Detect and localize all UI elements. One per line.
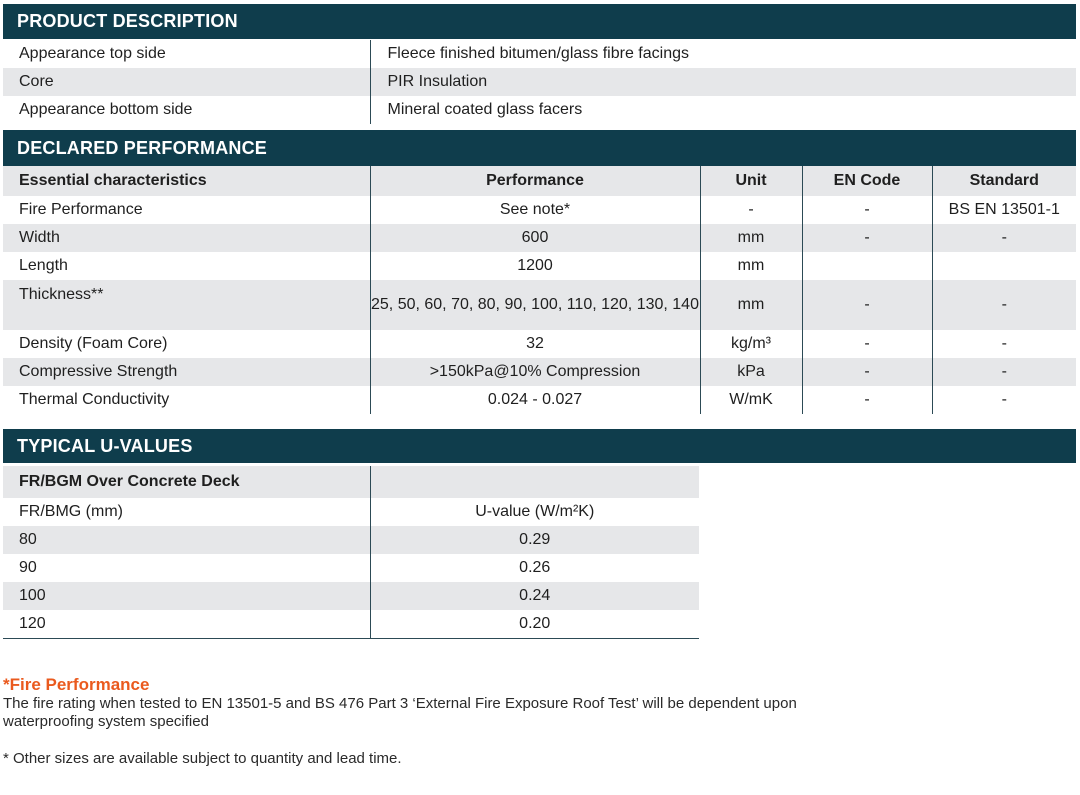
table-cell: W/mK <box>700 386 802 414</box>
table-cell: kg/m³ <box>700 330 802 358</box>
column-header: Unit <box>700 166 802 196</box>
table-cell <box>802 252 932 280</box>
row-label: Core <box>3 68 370 96</box>
table-cell: Density (Foam Core) <box>3 330 370 358</box>
column-header: U-value (W/m²K) <box>475 503 595 520</box>
table-cell: BS EN 13501-1 <box>948 201 1060 218</box>
u-values-table <box>3 466 699 639</box>
product-description-heading: PRODUCT DESCRIPTION <box>3 4 1076 39</box>
u-values-subheading: FR/BGM Over Concrete Deck <box>3 466 370 498</box>
table-row <box>3 554 699 582</box>
row-value: PIR Insulation <box>370 68 1076 96</box>
fire-performance-note-title: *Fire Performance <box>3 675 150 694</box>
column-header: FR/BMG (mm) <box>3 498 370 526</box>
row-value: Mineral coated glass facers <box>387 101 583 118</box>
table-cell: 600 <box>370 224 700 252</box>
table-row <box>3 280 1076 330</box>
other-sizes-note: * Other sizes are available subject to quantity and lead time. <box>3 750 402 767</box>
table-cell: - <box>802 224 932 252</box>
table-cell: - <box>1001 335 1007 352</box>
row-label: Appearance bottom side <box>3 96 370 124</box>
table-cell: Compressive Strength <box>3 358 370 386</box>
declared-performance-heading: DECLARED PERFORMANCE <box>3 130 1076 166</box>
table-cell: mm <box>700 252 802 280</box>
row-value: Fleece finished bitumen/glass fibre facings <box>387 45 689 62</box>
table-cell: - <box>932 224 1076 252</box>
table-row <box>3 582 699 610</box>
table-cell: - <box>802 330 932 358</box>
table-row <box>3 196 1076 224</box>
column-header: Essential characteristics <box>3 166 370 196</box>
table-cell: kPa <box>700 358 802 386</box>
table-row <box>3 610 699 638</box>
table-cell: 100 <box>3 582 370 610</box>
table-cell: - <box>802 280 932 330</box>
subheading-row <box>3 466 699 498</box>
table-cell: mm <box>700 224 802 252</box>
table-cell: 0.20 <box>519 614 551 632</box>
table-cell: Width <box>3 224 370 252</box>
table-row <box>3 224 1076 252</box>
table-cell: 120 <box>3 610 370 638</box>
table-cell: >150kPa@10% Compression <box>370 358 700 386</box>
table-cell: 0.26 <box>519 559 551 576</box>
empty-cell <box>370 466 699 498</box>
table-row <box>3 96 1076 124</box>
table-row <box>3 68 1076 96</box>
table-row <box>3 252 1076 280</box>
table-cell: - <box>1001 391 1007 408</box>
typical-u-values-heading: TYPICAL U-VALUES <box>3 429 1076 463</box>
fire-performance-note-text: The fire rating when tested to EN 13501-5 and BS 476 Part 3 ‘External Fire Exposure Roof Test’ will be dependent upon waterproofing system specified <box>3 695 797 730</box>
table-cell: 0.024 - 0.027 <box>370 386 700 414</box>
declared-performance-table <box>3 166 1076 414</box>
table-cell: 90 <box>3 554 370 582</box>
table-cell <box>932 252 1076 280</box>
column-header: Performance <box>370 166 700 196</box>
table-row <box>3 526 699 554</box>
table-cell: 0.24 <box>370 582 699 610</box>
table-cell: - <box>700 196 802 224</box>
header-row <box>3 166 1076 196</box>
table-row <box>3 330 1076 358</box>
table-cell: - <box>802 386 932 414</box>
table-cell: See note* <box>370 196 700 224</box>
table-cell: - <box>802 196 932 224</box>
table-cell: - <box>932 280 1076 330</box>
table-cell: 1200 <box>370 252 700 280</box>
table-cell: 32 <box>370 330 700 358</box>
table-row <box>3 40 1076 68</box>
table-cell: 0.29 <box>370 526 699 554</box>
table-row <box>3 386 1076 414</box>
product-description-table <box>3 40 1076 124</box>
table-cell: 80 <box>3 526 370 554</box>
table-row <box>3 358 1076 386</box>
table-cell: Thermal Conductivity <box>3 386 370 414</box>
table-cell: Fire Performance <box>3 196 370 224</box>
table-cell: mm <box>700 280 802 330</box>
table-cell: Thickness** <box>3 280 370 330</box>
row-label: Appearance top side <box>3 40 370 68</box>
table-cell: - <box>802 358 932 386</box>
column-header: Standard <box>932 166 1076 196</box>
header-row <box>3 498 699 526</box>
table-cell: Length <box>3 252 370 280</box>
table-cell: - <box>932 358 1076 386</box>
column-header: EN Code <box>802 166 932 196</box>
table-cell: 25, 50, 60, 70, 80, 90, 100, 110, 120, 130, 140 <box>370 280 700 330</box>
